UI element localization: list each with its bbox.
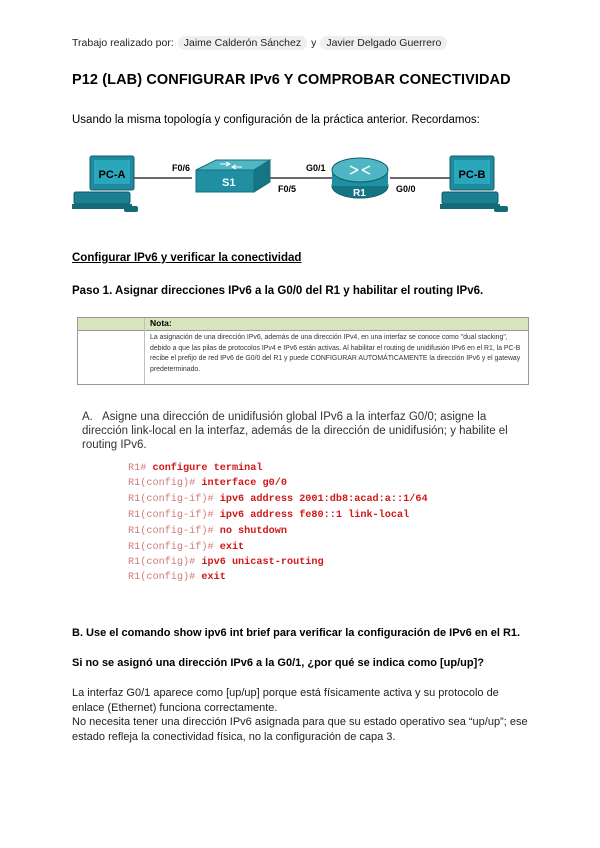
port-f05-label: F0/5 — [278, 184, 297, 194]
code-line: R1(config)# interface g0/0 — [128, 478, 287, 489]
code-line: R1(config-if)# ipv6 address 2001:db8:acad:a::1/64 — [128, 494, 428, 505]
port-g00-label: G0/0 — [396, 184, 416, 194]
topology-diagram — [70, 140, 530, 220]
section-title: Configurar IPv6 y verificar la conectividad — [72, 252, 302, 264]
switch-label: S1 — [222, 177, 236, 189]
note-box — [77, 317, 529, 385]
port-f06-label: F0/6 — [172, 163, 191, 173]
note-divider — [144, 318, 145, 384]
answer-paragraph-1: La interfaz G0/1 aparece como [up/up] porque está físicamente activa y su protocolo de enlace (Ethernet) funciona correctamente. — [72, 687, 499, 714]
author-header — [72, 36, 447, 50]
code-line: R1(config)# exit — [128, 572, 226, 583]
author-chip-1[interactable]: Jaime Calderón Sánchez — [178, 36, 307, 50]
port-g01-label: G0/1 — [306, 163, 326, 173]
task-a — [82, 410, 512, 452]
intro-text: Usando la misma topología y configuración de la práctica anterior. Recordamos: — [72, 114, 480, 126]
code-line: R1(config-if)# exit — [128, 542, 245, 553]
question: Si no se asignó una dirección IPv6 a la G0/1, ¿por qué se indica como [up/up]? — [72, 657, 484, 669]
code-line: R1(config-if)# ipv6 address fe80::1 link-local — [128, 510, 410, 521]
pc-b-label: PC-B — [458, 169, 486, 181]
answer — [72, 686, 532, 744]
page-title: P12 (LAB) CONFIGURAR IPv6 Y COMPROBAR CONECTIVIDAD — [72, 72, 511, 88]
router-label: R1 — [353, 188, 366, 199]
code-line: R1(config)# ipv6 unicast-routing — [128, 557, 324, 568]
code-line: R1# configure terminal — [128, 463, 263, 474]
note-title: Nota: — [150, 318, 172, 328]
pc-a-icon — [72, 156, 138, 212]
author-label: Trabajo realizado por: — [72, 37, 174, 49]
author-chip-2[interactable]: Javier Delgado Guerrero — [320, 36, 447, 50]
task-a-label: A. — [82, 411, 93, 423]
pc-a-label: PC-A — [98, 169, 126, 181]
code-line: R1(config-if)# no shutdown — [128, 526, 287, 537]
author-conjunction: y — [311, 37, 317, 49]
step-1-heading: Paso 1. Asignar direcciones IPv6 a la G0/0 del R1 y habilitar el routing IPv6. — [72, 285, 484, 297]
note-header — [78, 318, 528, 331]
note-body: La asignación de una dirección IPv6, además de una dirección IPv4, en una interfaz se conoce como "dual stacking", debido a que las pilas de protocolos IPv4 e IPv6 están activas. Al habilitar el routing de unidifusión IPv6 en el R1, la PC-B recibe el prefijo de red IPv6 de G0/0 del R1 y puede CONFIGURAR AUTOMÁTICAMENTE la dirección IPv6 y el gateway predeterminado. — [150, 334, 521, 373]
pc-b-icon — [440, 156, 508, 212]
answer-paragraph-2: No necesita tener una dirección IPv6 asignada para que su estado operativo sea “up/up”; ese estado refleja la conectividad física, no la configuración de capa 3. — [72, 716, 528, 743]
step-b-heading: B. Use el comando show ipv6 int brief para verificar la configuración de IPv6 en el R1. — [72, 627, 521, 639]
task-a-text: Asigne una dirección de unidifusión global IPv6 a la interfaz G0/0; asigne la dirección link-local en la interfaz, además de la dirección de unidifusión; y habilite el routing IPv6. — [82, 411, 508, 451]
